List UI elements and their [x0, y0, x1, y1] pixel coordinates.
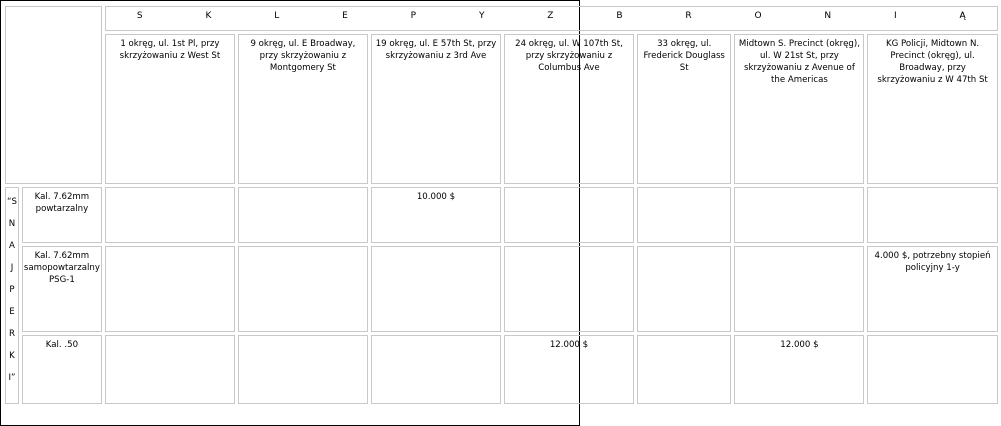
location-header: KG Policji, Midtown N. Precinct (okręg), ul. Broadway, przy skrzyżowaniu z W 47th St: [867, 34, 997, 184]
price-cell: [371, 335, 501, 404]
price-cell: [105, 187, 235, 243]
price-cell: [238, 187, 368, 243]
price-cell: [238, 246, 368, 332]
price-cell: [867, 187, 997, 243]
category-letter: R: [8, 329, 15, 339]
weapon-name: Kal. .50: [22, 335, 102, 404]
location-header: 19 okręg, ul. E 57th St, przy skrzyżowaniu z 3rd Ave: [371, 34, 501, 184]
category-letter: “S: [7, 197, 17, 207]
price-cell: [637, 335, 731, 404]
category-letter: N: [8, 219, 16, 229]
weapon-name: Kal. 7.62mm powtarzalny: [22, 187, 102, 243]
corner-cell: [5, 6, 102, 184]
shops-title: S K L E P Y Z B R O N I Ą: [105, 6, 998, 31]
price-cell: [504, 246, 634, 332]
price-cell: [734, 187, 864, 243]
location-header: Midtown S. Precinct (okręg), ul. W 21st St, przy skrzyżowaniu z Avenue of the Americas: [734, 34, 864, 184]
price-cell: 12.000 $: [734, 335, 864, 404]
price-cell: [637, 187, 731, 243]
category-letter: J: [10, 263, 14, 273]
price-cell: [504, 187, 634, 243]
price-cell: [734, 246, 864, 332]
price-cell: [105, 246, 235, 332]
price-cell: 12.000 $: [504, 335, 634, 404]
price-cell: 10.000 $: [371, 187, 501, 243]
category-letter: P: [9, 285, 15, 295]
price-cell: [238, 335, 368, 404]
price-cell: [371, 246, 501, 332]
location-header: 9 okręg, ul. E Broadway, przy skrzyżowaniu z Montgomery St: [238, 34, 368, 184]
category-letter: K: [9, 351, 15, 361]
location-header: 24 okręg, ul. W 107th St, przy skrzyżowaniu z Columbus Ave: [504, 34, 634, 184]
price-cell: 4.000 $, potrzebny stopień policyjny 1-y: [867, 246, 997, 332]
price-cell: [637, 246, 731, 332]
weapon-shops-table: [2, 3, 1001, 407]
weapon-name: Kal. 7.62mm samopowtarzalny PSG-1: [22, 246, 102, 332]
category-letter: E: [9, 307, 15, 317]
price-cell: [867, 335, 997, 404]
category-label-snajperki: [5, 187, 19, 404]
price-cell: [105, 335, 235, 404]
category-letter: A: [9, 241, 15, 251]
location-header: 1 okręg, ul. 1st Pl, przy skrzyżowaniu z West St: [105, 34, 235, 184]
category-letter: I”: [8, 373, 16, 383]
location-header: 33 okręg, ul. Frederick Douglass St: [637, 34, 731, 184]
